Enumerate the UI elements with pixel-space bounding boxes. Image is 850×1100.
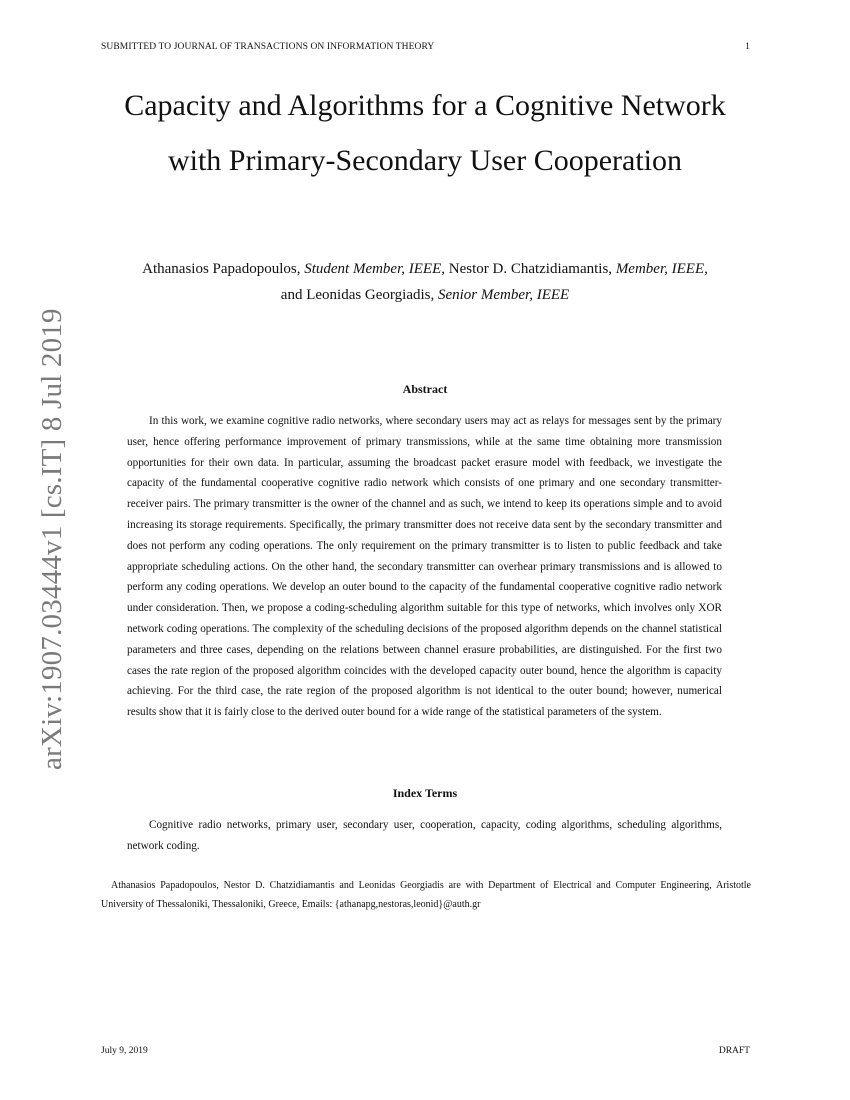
index-terms-heading: Index Terms xyxy=(392,786,458,800)
author-membership: Senior Member, IEEE xyxy=(437,287,570,303)
author-name: Athanasios Papadopoulos, xyxy=(142,261,301,277)
author-membership: Member, IEEE, xyxy=(615,261,708,277)
author-list xyxy=(100,256,750,308)
affiliation-footnote: Athanasios Papadopoulos, Nestor D. Chatzidiamantis and Leonidas Georgiadis are with Department of Electrical and Computer Engineering, Aristotle University of Thessaloniki, Thessaloniki, Greece, Emails: {athanapg,nestoras,leonid}@auth.gr xyxy=(101,880,751,910)
abstract-heading: Abstract xyxy=(402,382,448,396)
author-conjunction: and xyxy=(280,287,303,303)
footer-draft-label: DRAFT xyxy=(718,1046,750,1056)
page-number: 1 xyxy=(745,42,750,52)
arxiv-identifier-stamp: arXiv:1907.03444v1 [cs.IT] 8 Jul 2019 xyxy=(36,308,68,770)
author-name: Leonidas Georgiadis, xyxy=(306,287,435,303)
paper-title: Capacity and Algorithms for a Cognitive Network with Primary-Secondary User Cooperation xyxy=(124,89,726,177)
abstract-text: In this work, we examine cognitive radio networks, where secondary users may act as relays for messages sent by the primary user, hence offering performance improvement of primary transmissions, while at the same time obtaining more transmission opportunities for their own data. In particular, assuming the broadcast packet erasure model with feedback, we investigate the capacity of the fundamental cooperative cognitive radio network which consists of one primary and one secondary transmitter-receiver pairs. The primary transmitter is the owner of the channel and as such, we intend to keep its operations simple and to avoid increasing its storage requirements. Specifically, the primary transmitter does not receive data sent by the secondary transmitter and does not perform any coding operations. The only requirement on the primary transmitter is to listen to public feedback and take appropriate scheduling actions. On the other hand, the secondary transmitter can overhear primary transmissions and is allowed to perform any coding operations. We develop an outer bound to the capacity of the fundamental cooperative cognitive radio network under consideration. Then, we propose a coding-scheduling algorithm suitable for this type of networks, which involves only XOR network coding operations. The complexity of the scheduling decisions of the proposed algorithm depends on the channel statistical parameters and three cases, depending on the relations between channel erasure probabilities, are distinguished. For the first two cases the rate region of the proposed algorithm coincides with the developed capacity outer bound, hence the algorithm is capacity achieving. For the third case, the rate region of the proposed algorithm is not identical to the outer bound; however, numerical results show that it is fairly close to the derived outer bound for a wide range of the statistical parameters of the system. xyxy=(127,415,722,719)
author-membership: Student Member, IEEE, xyxy=(304,261,445,277)
author-name: Nestor D. Chatzidiamantis, xyxy=(448,261,613,277)
index-terms-text: Cognitive radio networks, primary user, secondary user, cooperation, capacity, coding algorithms, scheduling algorithms, network coding. xyxy=(127,819,722,852)
footer-date: July 9, 2019 xyxy=(101,1046,148,1056)
running-title: SUBMITTED TO JOURNAL OF TRANSACTIONS ON INFORMATION THEORY xyxy=(101,42,435,52)
